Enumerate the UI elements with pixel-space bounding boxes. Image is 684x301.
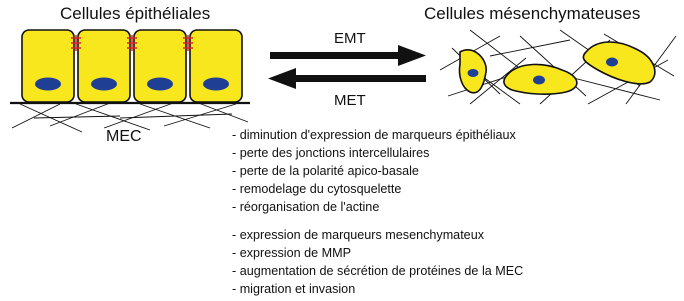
met-arrow xyxy=(268,68,426,89)
emt-arrow xyxy=(270,45,426,66)
met-label: MET xyxy=(334,92,366,109)
epithelial-cell xyxy=(78,30,130,102)
changes-list-2 xyxy=(232,226,523,298)
list-item: - perte des jonctions intercellulaires xyxy=(232,146,430,160)
list-item: - augmentation de sécrétion de protéines de la MEC xyxy=(232,264,524,278)
list-item: - réorganisation de l'actine xyxy=(232,200,380,214)
list-item: - perte de la polarité apico-basale xyxy=(232,164,419,178)
list-item: - migration et invasion xyxy=(232,282,356,296)
epithelial-cells-title: Cellules épithéliales xyxy=(60,4,211,23)
list-item: - diminution d'expression de marqueurs épithéliaux xyxy=(232,128,516,142)
list-item: - expression de MMP xyxy=(232,246,351,260)
epithelial-cell xyxy=(22,30,74,102)
mesenchymal-cells-title: Cellules mésenchymateuses xyxy=(424,4,641,23)
epithelial-cell xyxy=(190,30,242,102)
mesenchymal-cell xyxy=(504,64,577,94)
changes-list-1 xyxy=(232,126,516,216)
epithelial-cell xyxy=(134,30,186,102)
emt-label: EMT xyxy=(334,30,366,47)
mesenchymal-cell xyxy=(583,42,655,84)
mesenchymal-cell xyxy=(459,50,486,93)
mec-label: MEC xyxy=(106,128,142,145)
list-item: - expression de marqueurs mesenchymateux xyxy=(232,228,484,242)
list-item: - remodelage du cytosquelette xyxy=(232,182,402,196)
